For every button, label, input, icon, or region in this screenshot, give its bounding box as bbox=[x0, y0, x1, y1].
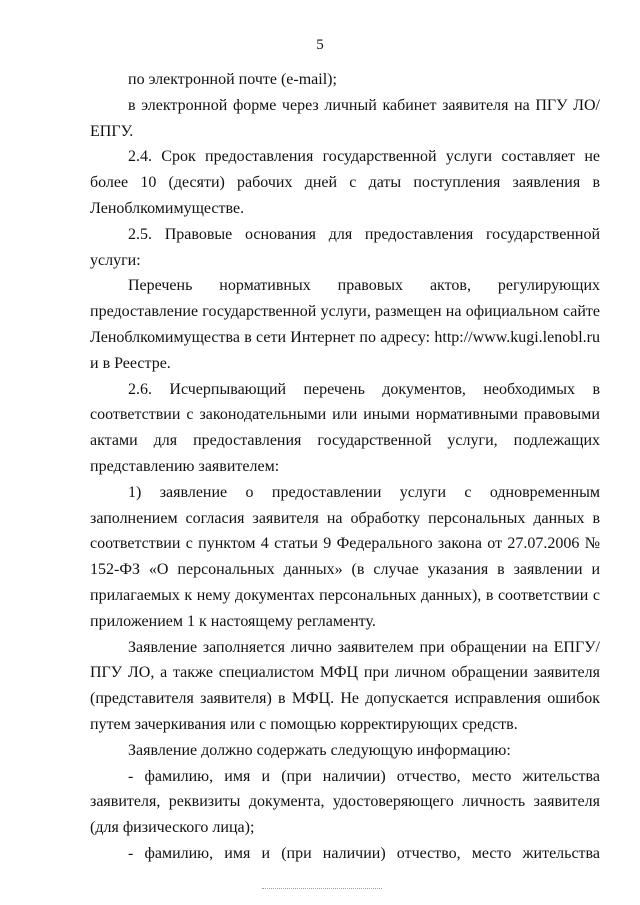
paragraph-application-filling: Заявление заполняется лично заявителем при обращении на ЕПГУ/ПГУ ЛО, а также специалистом МФЦ при личном обращении заявителя (представителя заявителя) в МФЦ. Не допускается исправления ошибок путем зачеркивания или с помощью корректирующих средств. bbox=[90, 638, 600, 733]
list-item-individual-details: - фамилию, имя и (при наличии) отчество, место жительства заявителя, реквизиты документа, удостоверяющего личность заявителя (для физического лица); bbox=[90, 767, 600, 837]
list-item-representative-details: - фамилию, имя и (при наличии) отчество, место жительства bbox=[128, 844, 600, 862]
paragraph-2-6-document-list: 2.6. Исчерпывающий перечень документов, необходимых в соответствии с законодательными или иными нормативными правовыми актами для предоставления государственной услуги, подлежащих представлению заявителем: bbox=[90, 380, 600, 475]
paragraph-application-contents: Заявление должно содержать следующую информацию: bbox=[128, 741, 511, 759]
paragraph-electronic-channel: в электронной форме через личный кабинет заявителя на ПГУ ЛО/ЕПГУ. bbox=[90, 96, 600, 140]
page-number: 5 bbox=[316, 37, 324, 53]
document-body bbox=[90, 67, 600, 867]
paragraph-email-channel: по электронной почте (e-mail); bbox=[128, 71, 337, 88]
paragraph-2-5-legal-basis: 2.5. Правовые основания для предоставления государственной услуги: bbox=[90, 225, 600, 269]
paragraph-legal-acts-list: Перечень нормативных правовых актов, регулирующих предоставление государственной услуги, размещен на официальном сайте Леноблкомимущества в сети Интернет по адресу: http://www.kugi.lenobl.ru и в Реестре. bbox=[90, 277, 600, 372]
paragraph-2-4-service-term: 2.4. Срок предоставления государственной услуги составляет не более 10 (десяти) рабочих дней с даты поступления заявления в Леноблкомимуществе. bbox=[90, 148, 600, 217]
scan-artifact-line bbox=[262, 888, 382, 890]
paragraph-application-item-1: 1) заявление о предоставлении услуги с одновременным заполнением согласия заявителя на обработку персональных данных в соответствии с пунктом 4 статьи 9 Федерального закона от 27.07.2006 № 152-ФЗ «О персональных данных» (в случае указания в заявлении и прилагаемых к нему документах персональных данных), в соответствии с приложением 1 к настоящему регламенту. bbox=[90, 483, 600, 630]
